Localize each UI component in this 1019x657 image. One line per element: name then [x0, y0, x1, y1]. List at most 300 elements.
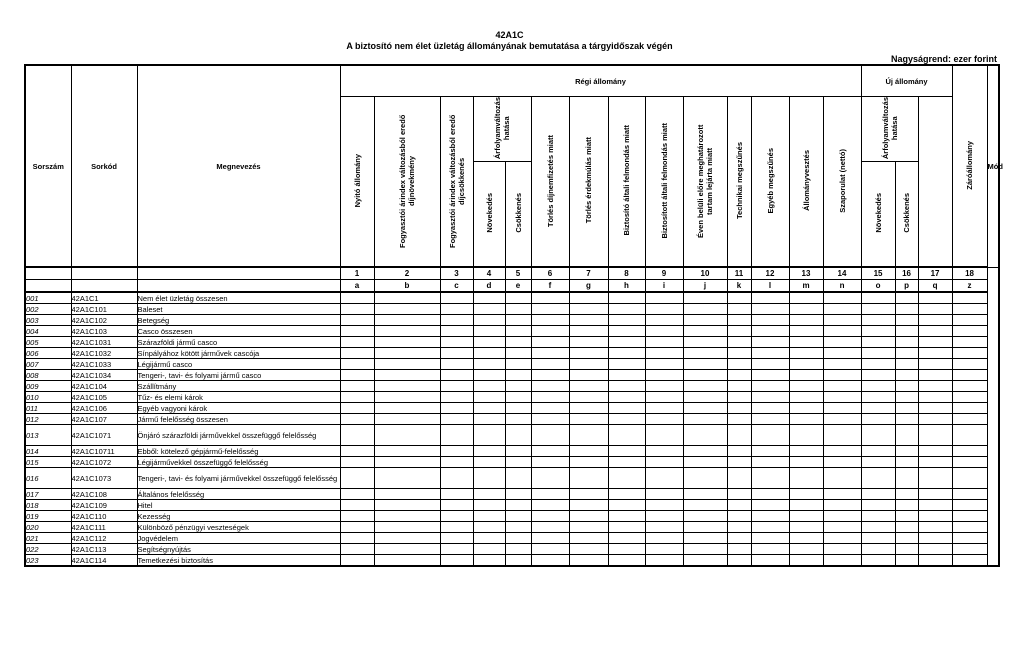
value-cell[interactable]: [440, 489, 473, 500]
value-cell[interactable]: [823, 500, 861, 511]
value-cell[interactable]: [751, 326, 789, 337]
value-cell[interactable]: [727, 544, 751, 555]
value-cell[interactable]: [789, 403, 823, 414]
value-cell[interactable]: [374, 500, 440, 511]
value-cell[interactable]: [531, 446, 569, 457]
value-cell[interactable]: [861, 315, 895, 326]
value-cell[interactable]: [374, 468, 440, 489]
value-cell[interactable]: [531, 337, 569, 348]
value-cell[interactable]: [645, 533, 683, 544]
value-cell[interactable]: [789, 544, 823, 555]
value-cell[interactable]: [751, 544, 789, 555]
value-cell[interactable]: [608, 403, 645, 414]
value-cell[interactable]: [918, 489, 952, 500]
value-cell[interactable]: [505, 359, 531, 370]
value-cell[interactable]: [505, 511, 531, 522]
value-cell[interactable]: [473, 326, 505, 337]
value-cell[interactable]: [645, 544, 683, 555]
value-cell[interactable]: [531, 457, 569, 468]
value-cell[interactable]: [645, 468, 683, 489]
value-cell[interactable]: [683, 392, 727, 403]
value-cell[interactable]: [340, 315, 374, 326]
value-cell[interactable]: [531, 292, 569, 304]
value-cell[interactable]: [727, 381, 751, 392]
value-cell[interactable]: [645, 315, 683, 326]
value-cell[interactable]: [531, 533, 569, 544]
value-cell[interactable]: [440, 522, 473, 533]
value-cell[interactable]: [861, 446, 895, 457]
value-cell[interactable]: [895, 446, 918, 457]
value-cell[interactable]: [569, 337, 608, 348]
value-cell[interactable]: [789, 533, 823, 544]
value-cell[interactable]: [440, 348, 473, 359]
value-cell[interactable]: [340, 381, 374, 392]
value-cell[interactable]: [374, 446, 440, 457]
value-cell[interactable]: [440, 403, 473, 414]
value-cell[interactable]: [531, 544, 569, 555]
value-cell[interactable]: [531, 425, 569, 446]
value-cell[interactable]: [683, 468, 727, 489]
value-cell[interactable]: [952, 425, 987, 446]
value-cell[interactable]: [569, 315, 608, 326]
value-cell[interactable]: [569, 381, 608, 392]
value-cell[interactable]: [895, 511, 918, 522]
value-cell[interactable]: [608, 555, 645, 567]
value-cell[interactable]: [608, 370, 645, 381]
value-cell[interactable]: [952, 370, 987, 381]
value-cell[interactable]: [952, 489, 987, 500]
value-cell[interactable]: [505, 457, 531, 468]
value-cell[interactable]: [918, 500, 952, 511]
value-cell[interactable]: [608, 446, 645, 457]
value-cell[interactable]: [918, 292, 952, 304]
value-cell[interactable]: [683, 544, 727, 555]
value-cell[interactable]: [569, 403, 608, 414]
value-cell[interactable]: [789, 370, 823, 381]
value-cell[interactable]: [918, 425, 952, 446]
value-cell[interactable]: [918, 457, 952, 468]
value-cell[interactable]: [727, 533, 751, 544]
value-cell[interactable]: [683, 414, 727, 425]
value-cell[interactable]: [340, 544, 374, 555]
value-cell[interactable]: [440, 337, 473, 348]
value-cell[interactable]: [608, 489, 645, 500]
value-cell[interactable]: [569, 304, 608, 315]
value-cell[interactable]: [645, 348, 683, 359]
value-cell[interactable]: [374, 370, 440, 381]
value-cell[interactable]: [918, 315, 952, 326]
value-cell[interactable]: [473, 555, 505, 567]
value-cell[interactable]: [473, 381, 505, 392]
value-cell[interactable]: [727, 522, 751, 533]
value-cell[interactable]: [505, 425, 531, 446]
value-cell[interactable]: [440, 544, 473, 555]
value-cell[interactable]: [374, 544, 440, 555]
value-cell[interactable]: [823, 489, 861, 500]
value-cell[interactable]: [683, 359, 727, 370]
value-cell[interactable]: [952, 468, 987, 489]
value-cell[interactable]: [440, 315, 473, 326]
value-cell[interactable]: [505, 292, 531, 304]
value-cell[interactable]: [789, 468, 823, 489]
value-cell[interactable]: [861, 511, 895, 522]
value-cell[interactable]: [727, 326, 751, 337]
value-cell[interactable]: [952, 522, 987, 533]
value-cell[interactable]: [531, 370, 569, 381]
value-cell[interactable]: [727, 555, 751, 567]
value-cell[interactable]: [861, 348, 895, 359]
value-cell[interactable]: [505, 468, 531, 489]
value-cell[interactable]: [531, 489, 569, 500]
value-cell[interactable]: [473, 359, 505, 370]
value-cell[interactable]: [645, 522, 683, 533]
value-cell[interactable]: [823, 359, 861, 370]
value-cell[interactable]: [608, 315, 645, 326]
value-cell[interactable]: [505, 533, 531, 544]
value-cell[interactable]: [789, 381, 823, 392]
value-cell[interactable]: [823, 414, 861, 425]
value-cell[interactable]: [895, 348, 918, 359]
value-cell[interactable]: [608, 304, 645, 315]
value-cell[interactable]: [861, 457, 895, 468]
value-cell[interactable]: [374, 425, 440, 446]
value-cell[interactable]: [645, 489, 683, 500]
value-cell[interactable]: [727, 292, 751, 304]
value-cell[interactable]: [952, 381, 987, 392]
value-cell[interactable]: [789, 511, 823, 522]
value-cell[interactable]: [608, 544, 645, 555]
value-cell[interactable]: [727, 489, 751, 500]
value-cell[interactable]: [823, 392, 861, 403]
value-cell[interactable]: [340, 489, 374, 500]
value-cell[interactable]: [374, 326, 440, 337]
value-cell[interactable]: [952, 511, 987, 522]
value-cell[interactable]: [952, 403, 987, 414]
value-cell[interactable]: [918, 326, 952, 337]
value-cell[interactable]: [751, 511, 789, 522]
value-cell[interactable]: [569, 392, 608, 403]
value-cell[interactable]: [645, 511, 683, 522]
value-cell[interactable]: [861, 392, 895, 403]
value-cell[interactable]: [727, 446, 751, 457]
value-cell[interactable]: [505, 392, 531, 403]
value-cell[interactable]: [861, 359, 895, 370]
value-cell[interactable]: [727, 370, 751, 381]
value-cell[interactable]: [473, 468, 505, 489]
value-cell[interactable]: [531, 555, 569, 567]
value-cell[interactable]: [473, 392, 505, 403]
value-cell[interactable]: [340, 533, 374, 544]
value-cell[interactable]: [505, 315, 531, 326]
value-cell[interactable]: [473, 533, 505, 544]
value-cell[interactable]: [751, 304, 789, 315]
value-cell[interactable]: [895, 403, 918, 414]
value-cell[interactable]: [751, 381, 789, 392]
value-cell[interactable]: [340, 337, 374, 348]
value-cell[interactable]: [569, 457, 608, 468]
value-cell[interactable]: [340, 446, 374, 457]
value-cell[interactable]: [374, 292, 440, 304]
value-cell[interactable]: [789, 348, 823, 359]
value-cell[interactable]: [861, 337, 895, 348]
value-cell[interactable]: [473, 522, 505, 533]
value-cell[interactable]: [473, 348, 505, 359]
value-cell[interactable]: [952, 555, 987, 567]
value-cell[interactable]: [789, 500, 823, 511]
value-cell[interactable]: [569, 533, 608, 544]
value-cell[interactable]: [608, 392, 645, 403]
value-cell[interactable]: [751, 359, 789, 370]
value-cell[interactable]: [895, 489, 918, 500]
value-cell[interactable]: [751, 555, 789, 567]
value-cell[interactable]: [727, 359, 751, 370]
value-cell[interactable]: [952, 315, 987, 326]
value-cell[interactable]: [861, 500, 895, 511]
value-cell[interactable]: [727, 511, 751, 522]
value-cell[interactable]: [823, 304, 861, 315]
value-cell[interactable]: [861, 544, 895, 555]
value-cell[interactable]: [918, 359, 952, 370]
value-cell[interactable]: [569, 425, 608, 446]
value-cell[interactable]: [952, 348, 987, 359]
value-cell[interactable]: [531, 511, 569, 522]
value-cell[interactable]: [683, 500, 727, 511]
value-cell[interactable]: [895, 326, 918, 337]
value-cell[interactable]: [727, 304, 751, 315]
value-cell[interactable]: [505, 348, 531, 359]
value-cell[interactable]: [727, 500, 751, 511]
value-cell[interactable]: [823, 425, 861, 446]
value-cell[interactable]: [340, 468, 374, 489]
value-cell[interactable]: [645, 555, 683, 567]
value-cell[interactable]: [505, 403, 531, 414]
value-cell[interactable]: [751, 337, 789, 348]
value-cell[interactable]: [340, 359, 374, 370]
value-cell[interactable]: [895, 414, 918, 425]
value-cell[interactable]: [823, 446, 861, 457]
value-cell[interactable]: [608, 457, 645, 468]
value-cell[interactable]: [608, 292, 645, 304]
value-cell[interactable]: [440, 468, 473, 489]
value-cell[interactable]: [531, 403, 569, 414]
value-cell[interactable]: [569, 370, 608, 381]
value-cell[interactable]: [440, 425, 473, 446]
value-cell[interactable]: [645, 414, 683, 425]
value-cell[interactable]: [569, 359, 608, 370]
value-cell[interactable]: [473, 292, 505, 304]
value-cell[interactable]: [683, 522, 727, 533]
value-cell[interactable]: [751, 446, 789, 457]
value-cell[interactable]: [645, 392, 683, 403]
value-cell[interactable]: [608, 500, 645, 511]
value-cell[interactable]: [645, 457, 683, 468]
value-cell[interactable]: [683, 337, 727, 348]
value-cell[interactable]: [952, 304, 987, 315]
value-cell[interactable]: [608, 337, 645, 348]
value-cell[interactable]: [569, 348, 608, 359]
value-cell[interactable]: [645, 425, 683, 446]
value-cell[interactable]: [569, 468, 608, 489]
value-cell[interactable]: [683, 315, 727, 326]
value-cell[interactable]: [918, 414, 952, 425]
value-cell[interactable]: [823, 348, 861, 359]
value-cell[interactable]: [751, 315, 789, 326]
value-cell[interactable]: [861, 326, 895, 337]
value-cell[interactable]: [569, 446, 608, 457]
value-cell[interactable]: [440, 370, 473, 381]
value-cell[interactable]: [751, 457, 789, 468]
value-cell[interactable]: [569, 414, 608, 425]
value-cell[interactable]: [440, 326, 473, 337]
value-cell[interactable]: [505, 370, 531, 381]
value-cell[interactable]: [608, 511, 645, 522]
value-cell[interactable]: [374, 403, 440, 414]
value-cell[interactable]: [861, 304, 895, 315]
value-cell[interactable]: [789, 446, 823, 457]
value-cell[interactable]: [505, 544, 531, 555]
value-cell[interactable]: [823, 544, 861, 555]
value-cell[interactable]: [340, 348, 374, 359]
value-cell[interactable]: [895, 457, 918, 468]
value-cell[interactable]: [340, 511, 374, 522]
value-cell[interactable]: [952, 457, 987, 468]
value-cell[interactable]: [861, 533, 895, 544]
value-cell[interactable]: [895, 370, 918, 381]
value-cell[interactable]: [895, 359, 918, 370]
value-cell[interactable]: [789, 414, 823, 425]
value-cell[interactable]: [340, 522, 374, 533]
value-cell[interactable]: [340, 370, 374, 381]
value-cell[interactable]: [531, 315, 569, 326]
value-cell[interactable]: [473, 500, 505, 511]
value-cell[interactable]: [531, 392, 569, 403]
value-cell[interactable]: [895, 468, 918, 489]
value-cell[interactable]: [952, 414, 987, 425]
value-cell[interactable]: [952, 446, 987, 457]
value-cell[interactable]: [895, 292, 918, 304]
value-cell[interactable]: [608, 381, 645, 392]
value-cell[interactable]: [895, 522, 918, 533]
value-cell[interactable]: [918, 544, 952, 555]
value-cell[interactable]: [440, 446, 473, 457]
value-cell[interactable]: [645, 292, 683, 304]
value-cell[interactable]: [727, 468, 751, 489]
value-cell[interactable]: [340, 392, 374, 403]
value-cell[interactable]: [440, 533, 473, 544]
value-cell[interactable]: [569, 522, 608, 533]
value-cell[interactable]: [918, 403, 952, 414]
value-cell[interactable]: [727, 414, 751, 425]
value-cell[interactable]: [823, 403, 861, 414]
value-cell[interactable]: [823, 533, 861, 544]
value-cell[interactable]: [340, 500, 374, 511]
value-cell[interactable]: [374, 359, 440, 370]
value-cell[interactable]: [789, 304, 823, 315]
value-cell[interactable]: [895, 315, 918, 326]
value-cell[interactable]: [531, 522, 569, 533]
value-cell[interactable]: [683, 511, 727, 522]
value-cell[interactable]: [789, 457, 823, 468]
value-cell[interactable]: [683, 326, 727, 337]
value-cell[interactable]: [374, 489, 440, 500]
value-cell[interactable]: [645, 304, 683, 315]
value-cell[interactable]: [789, 555, 823, 567]
value-cell[interactable]: [608, 468, 645, 489]
value-cell[interactable]: [823, 555, 861, 567]
value-cell[interactable]: [861, 403, 895, 414]
value-cell[interactable]: [569, 292, 608, 304]
value-cell[interactable]: [608, 348, 645, 359]
value-cell[interactable]: [952, 500, 987, 511]
value-cell[interactable]: [569, 555, 608, 567]
value-cell[interactable]: [918, 304, 952, 315]
value-cell[interactable]: [340, 292, 374, 304]
value-cell[interactable]: [374, 414, 440, 425]
value-cell[interactable]: [374, 511, 440, 522]
value-cell[interactable]: [440, 414, 473, 425]
value-cell[interactable]: [823, 457, 861, 468]
value-cell[interactable]: [751, 370, 789, 381]
value-cell[interactable]: [789, 326, 823, 337]
value-cell[interactable]: [952, 359, 987, 370]
value-cell[interactable]: [918, 468, 952, 489]
value-cell[interactable]: [952, 326, 987, 337]
value-cell[interactable]: [505, 381, 531, 392]
value-cell[interactable]: [727, 315, 751, 326]
value-cell[interactable]: [645, 370, 683, 381]
value-cell[interactable]: [895, 500, 918, 511]
value-cell[interactable]: [340, 425, 374, 446]
value-cell[interactable]: [727, 403, 751, 414]
value-cell[interactable]: [895, 555, 918, 567]
value-cell[interactable]: [473, 446, 505, 457]
value-cell[interactable]: [861, 489, 895, 500]
value-cell[interactable]: [505, 522, 531, 533]
value-cell[interactable]: [645, 359, 683, 370]
value-cell[interactable]: [751, 403, 789, 414]
value-cell[interactable]: [531, 304, 569, 315]
value-cell[interactable]: [683, 425, 727, 446]
value-cell[interactable]: [340, 304, 374, 315]
value-cell[interactable]: [751, 500, 789, 511]
value-cell[interactable]: [683, 381, 727, 392]
value-cell[interactable]: [505, 337, 531, 348]
value-cell[interactable]: [645, 446, 683, 457]
value-cell[interactable]: [789, 392, 823, 403]
value-cell[interactable]: [505, 326, 531, 337]
value-cell[interactable]: [608, 425, 645, 446]
value-cell[interactable]: [531, 414, 569, 425]
value-cell[interactable]: [823, 292, 861, 304]
value-cell[interactable]: [918, 381, 952, 392]
value-cell[interactable]: [608, 522, 645, 533]
value-cell[interactable]: [374, 315, 440, 326]
value-cell[interactable]: [473, 370, 505, 381]
value-cell[interactable]: [374, 392, 440, 403]
value-cell[interactable]: [374, 304, 440, 315]
value-cell[interactable]: [531, 326, 569, 337]
value-cell[interactable]: [374, 555, 440, 567]
value-cell[interactable]: [473, 425, 505, 446]
value-cell[interactable]: [683, 555, 727, 567]
value-cell[interactable]: [751, 468, 789, 489]
value-cell[interactable]: [683, 489, 727, 500]
value-cell[interactable]: [340, 326, 374, 337]
value-cell[interactable]: [683, 533, 727, 544]
value-cell[interactable]: [823, 468, 861, 489]
value-cell[interactable]: [440, 359, 473, 370]
value-cell[interactable]: [861, 292, 895, 304]
